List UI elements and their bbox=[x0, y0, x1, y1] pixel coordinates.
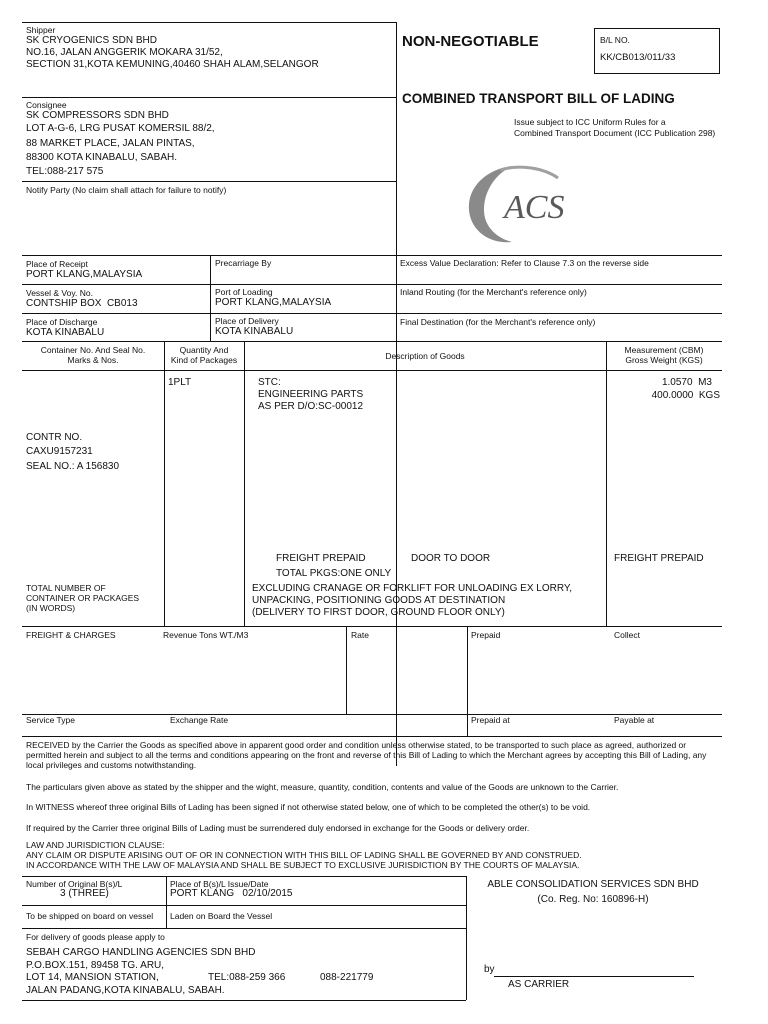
received-clause: RECEIVED by the Carrier the Goods as specified above in apparent good order and condition unless otherwise stated, to be transported to such place as agreed, authorized or permitted herein and subject to all the terms and conditions appearing on the front and reverse of this Bill of Lading to which the Merchant agrees by accepting this Bill of Lading, any local privileges and customs notwithstanding. bbox=[26, 740, 707, 770]
rule-routing-2 bbox=[22, 284, 722, 285]
place-of-delivery: KOTA KINABALU bbox=[215, 326, 294, 337]
issue-note-1: Issue subject to ICC Uniform Rules for a bbox=[514, 117, 666, 127]
place-issue-label: Place of B(s)/L Issue/Date bbox=[170, 879, 269, 889]
rule-footer-3 bbox=[22, 928, 466, 929]
rule-footer-mid bbox=[166, 876, 167, 928]
seal-number: SEAL NO.: A 156830 bbox=[26, 461, 120, 472]
consignee-address-2: 88 MARKET PLACE, JALAN PINTAS, bbox=[26, 138, 195, 149]
port-of-loading: PORT KLANG,MALAYSIA bbox=[215, 297, 332, 308]
required-clause: If required by the Carrier three original Bills of Lading must be surrendered duly endorsed in exchange for the Goods or delivery order. bbox=[26, 823, 530, 833]
prepaid-label: Prepaid bbox=[471, 630, 501, 640]
shipper-name: SK CRYOGENICS SDN BHD bbox=[26, 35, 157, 46]
rule-shipper-bottom bbox=[22, 97, 396, 98]
revenue-tons-label: Revenue Tons WT./M3 bbox=[163, 630, 249, 640]
total-number-line-1: TOTAL NUMBER OF bbox=[26, 583, 106, 593]
freight-prepaid-description: FREIGHT PREPAID bbox=[276, 553, 366, 564]
exchange-rate-label: Exchange Rate bbox=[170, 715, 229, 725]
witness-clause: In WITNESS whereof three original Bills of Lading has been signed if not otherwise stated below, one of which to be completed the other(s) to be void. bbox=[26, 802, 591, 812]
law-clause-1: ANY CLAIM OR DISPUTE ARISING OUT OF OR IN CONNECTION WITH THIS BILL OF LADING SHALL BE GOVERNED BY AND CONSTRUED. bbox=[26, 850, 582, 860]
signature-by-label: by bbox=[484, 964, 495, 975]
consignee-name: SK COMPRESSORS SDN BHD bbox=[26, 110, 169, 121]
description-header: Description of Goods bbox=[385, 351, 465, 361]
rule-goods-col1 bbox=[164, 341, 165, 626]
description-line-3: AS PER D/O:SC-00012 bbox=[258, 401, 364, 412]
gross-weight-value: 400.0000 KGS bbox=[651, 390, 720, 401]
freight-prepaid-measurement: FREIGHT PREPAID bbox=[614, 553, 704, 564]
place-of-discharge-label: Place of Discharge bbox=[26, 317, 98, 327]
place-of-discharge: KOTA KINABALU bbox=[26, 327, 105, 338]
carrier-reg-no: (Co. Reg. No: 160896-H) bbox=[537, 894, 649, 905]
rule-goods-header-top bbox=[22, 341, 722, 342]
quantity-header-line-1: Quantity And bbox=[179, 345, 229, 355]
precarriage-label: Precarriage By bbox=[215, 258, 272, 268]
consignee-address-1: LOT A-G-6, LRG PUSAT KOMERSIL 88/2, bbox=[26, 123, 215, 134]
rule-goods-col2 bbox=[244, 341, 245, 626]
acs-logo-text: ACS bbox=[504, 189, 565, 226]
exclusion-line-2: UNPACKING, POSITIONING GOODS AT DESTINATION bbox=[252, 595, 506, 606]
consignee-address-3: 88300 KOTA KINABALU, SABAH. bbox=[26, 152, 177, 163]
rule-charges-rate bbox=[346, 626, 347, 714]
exclusion-line-1: EXCLUDING CRANAGE OR FORKLIFT FOR UNLOADING EX LORRY, bbox=[252, 583, 573, 594]
consignee-label: Consignee bbox=[26, 100, 67, 110]
agent-address-1: P.O.BOX.151, 89458 TG. ARU, bbox=[26, 960, 165, 971]
place-of-delivery-label: Place of Delivery bbox=[215, 316, 279, 326]
place-issue-date: PORT KLANG 02/10/2015 bbox=[170, 888, 293, 899]
collect-label: Collect bbox=[614, 630, 640, 640]
delivery-apply-label: For delivery of goods please apply to bbox=[26, 932, 165, 942]
measurement-value: 1.0570 M3 bbox=[661, 377, 712, 388]
total-number-line-2: CONTAINER OR PACKAGES bbox=[26, 593, 140, 603]
exclusion-line-3: (DELIVERY TO FIRST DOOR, GROUND FLOOR ONLY) bbox=[252, 607, 505, 618]
rule-footer-top bbox=[22, 876, 466, 877]
agent-tel-2: 088-221779 bbox=[320, 972, 374, 983]
final-destination-label: Final Destination (for the Merchant's reference only) bbox=[400, 317, 596, 327]
acs-logo bbox=[460, 160, 580, 250]
excess-value-declaration: Excess Value Declaration: Refer to Clause 7.3 on the reverse side bbox=[400, 258, 649, 268]
originals-label: Number of Original B(s)/L bbox=[26, 879, 123, 889]
place-of-receipt-label: Place of Receipt bbox=[26, 259, 88, 269]
rule-routing-3 bbox=[22, 313, 722, 314]
signature-line bbox=[494, 976, 694, 977]
vessel-voyage: CONTSHIP BOX CB013 bbox=[26, 298, 138, 309]
agent-address-2: LOT 14, MANSION STATION, bbox=[26, 972, 159, 983]
container-header-line-1: Container No. And Seal No. bbox=[40, 345, 146, 355]
quantity-header-line-2: Kind of Packages bbox=[170, 355, 238, 365]
particulars-clause: The particulars given above as stated by the shipper and the wight, measure, quantity, condition, contents and value of the Goods are unknown to the Carrier. bbox=[26, 782, 619, 792]
freight-charges-label: FREIGHT & CHARGES bbox=[26, 630, 116, 640]
notify-party-label: Notify Party (No claim shall attach for failure to notify) bbox=[26, 185, 227, 195]
rule-shipper-right bbox=[396, 22, 397, 766]
prepaid-at-label: Prepaid at bbox=[471, 715, 510, 725]
rule-terms-top bbox=[22, 736, 722, 737]
shipped-on-board-label: To be shipped on board on vessel bbox=[26, 911, 154, 921]
rule-consignee-bottom bbox=[22, 181, 396, 182]
laden-on-board-label: Laden on Board the Vessel bbox=[170, 911, 273, 921]
law-clause-2: IN ACCORDANCE WITH THE LAW OF MALAYSIA AND SHALL BE SUBJECT TO EXCLUSIVE JURISDICTION BY THE COURTS OF MALAYSIA. bbox=[26, 860, 580, 870]
measurement-header-line-2: Gross Weight (KGS) bbox=[625, 355, 703, 365]
shipper-label: Shipper bbox=[26, 25, 56, 35]
agent-address-3: JALAN PADANG,KOTA KINABALU, SABAH. bbox=[26, 985, 225, 996]
port-of-loading-label: Port of Loading bbox=[215, 287, 273, 297]
description-line-1: STC: bbox=[258, 377, 281, 388]
quantity-header bbox=[164, 345, 244, 365]
rule-footer-2 bbox=[22, 905, 466, 906]
description-line-2: ENGINEERING PARTS bbox=[258, 389, 364, 400]
rule-top-left bbox=[22, 22, 396, 23]
container-number: CAXU9157231 bbox=[26, 446, 93, 457]
document-title: COMBINED TRANSPORT BILL OF LADING bbox=[402, 91, 675, 106]
measurement-header-line-1: Measurement (CBM) bbox=[624, 345, 704, 355]
rule-charges-prepaid bbox=[467, 626, 468, 736]
measurement-header bbox=[606, 345, 722, 365]
bl-number-box bbox=[594, 28, 720, 74]
payable-at-label: Payable at bbox=[614, 715, 655, 725]
place-of-receipt: PORT KLANG,MALAYSIA bbox=[26, 269, 143, 280]
shipper-address-1: NO.16, JALAN ANGGERIK MOKARA 31/52, bbox=[26, 47, 223, 58]
inland-routing-label: Inland Routing (for the Merchant's reference only) bbox=[400, 287, 587, 297]
agent-tel-1: TEL:088-259 366 bbox=[208, 972, 286, 983]
agent-name: SEBAH CARGO HANDLING AGENCIES SDN BHD bbox=[26, 947, 256, 958]
rule-goods-bottom bbox=[22, 626, 722, 627]
carrier-company: ABLE CONSOLIDATION SERVICES SDN BHD bbox=[487, 879, 699, 890]
consignee-tel: TEL:088-217 575 bbox=[26, 166, 104, 177]
container-header-line-2: Marks & Nos. bbox=[67, 355, 119, 365]
vessel-label: Vessel & Voy. No. bbox=[26, 288, 93, 298]
total-number-label bbox=[26, 583, 139, 613]
rule-goods-header-bottom bbox=[22, 370, 722, 371]
total-packages: TOTAL PKGS:ONE ONLY bbox=[276, 568, 392, 579]
container-header bbox=[22, 345, 164, 365]
as-carrier-label: AS CARRIER bbox=[508, 979, 570, 990]
container-number-label: CONTR NO. bbox=[26, 432, 83, 443]
door-to-door: DOOR TO DOOR bbox=[411, 553, 491, 564]
rule-footer-bottom bbox=[22, 1000, 466, 1001]
bl-number-label: B/L NO. bbox=[600, 35, 630, 45]
rule-routing-top bbox=[22, 255, 722, 256]
service-type-label: Service Type bbox=[26, 715, 75, 725]
package-quantity: 1PLT bbox=[168, 377, 192, 388]
issue-note-2: Combined Transport Document (ICC Publication 298) bbox=[514, 128, 716, 138]
rate-label: Rate bbox=[351, 630, 369, 640]
originals-count: 3 (THREE) bbox=[60, 888, 109, 899]
shipper-address-2: SECTION 31,KOTA KEMUNING,40460 SHAH ALAM,SELANGOR bbox=[26, 59, 319, 70]
bl-number: KK/CB013/011/33 bbox=[600, 52, 676, 63]
non-negotiable-title: NON-NEGOTIABLE bbox=[402, 33, 539, 50]
rule-routing-mid bbox=[210, 255, 211, 341]
law-title: LAW AND JURISDICTION CLAUSE: bbox=[26, 840, 165, 850]
total-number-line-3: (IN WORDS) bbox=[26, 603, 76, 613]
